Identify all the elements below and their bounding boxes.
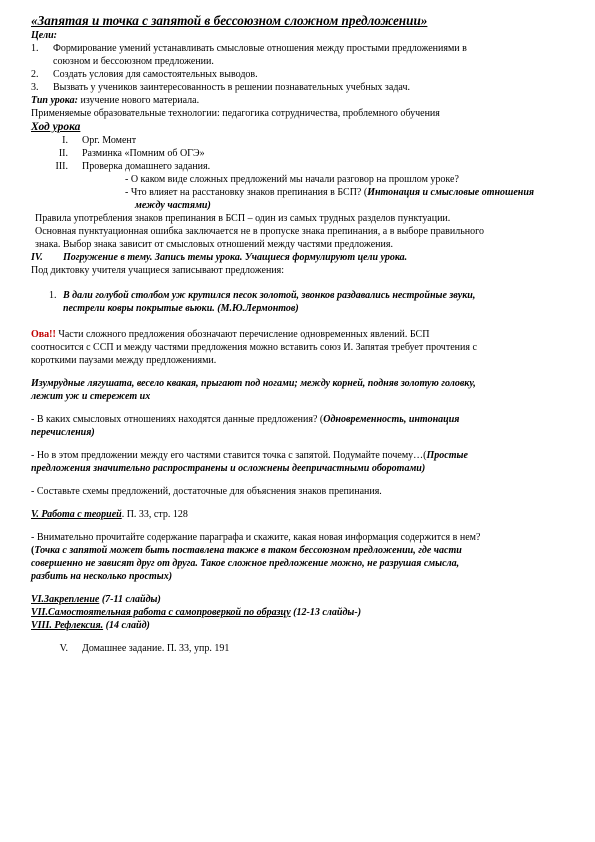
course-item xyxy=(31,147,569,160)
goal-number: 1. xyxy=(31,43,39,54)
document-page xyxy=(31,12,569,655)
course-step-4 xyxy=(31,251,569,264)
example-number: 1. xyxy=(49,290,57,301)
question-semicolon: - Но в этом предложении между его частями ставится точка с запятой. Подумайте почему…(Простые предложения значительно распространены и осложнены деепричастными оборотами) xyxy=(31,450,468,474)
goal-number: 3. xyxy=(31,82,39,93)
goal-item xyxy=(31,42,569,68)
course-item-text: Орг. Момент xyxy=(82,135,137,146)
lesson-type xyxy=(31,94,569,107)
note-label: Ова!! xyxy=(31,329,56,340)
course-item-text: Проверка домашнего задания. xyxy=(82,161,211,172)
homework-answer-cont: между частями) xyxy=(135,200,211,211)
example-sentence-1: 1. В дали голубой столбом уж крутился песок золотой, звонков раздавались нестройные звуки, пестрели ковры покрытые вьюки. (М.Ю.Лермонтов) xyxy=(49,290,476,314)
course-heading: Ход урока xyxy=(31,121,81,133)
goal-item xyxy=(31,68,569,81)
schema-task: - Составьте схемы предложений, достаточные для объяснения знаков препинания. xyxy=(31,486,382,497)
step-theory: V. Работа с теорией. П. 33, стр. 128 xyxy=(31,509,188,520)
step-number: IV. xyxy=(31,252,43,263)
goals-list xyxy=(31,42,569,94)
course-item xyxy=(31,134,569,147)
goal-text: Формирование умений устанавливать смысловые отношения между простыми предложениями в xyxy=(53,43,467,54)
goal-item xyxy=(31,81,569,94)
homework-text: Домашнее задание. П. 33, упр. 191 xyxy=(82,643,230,654)
question-relations: - В каких смысловых отношениях находятся данные предложения? (Одновременность, интонация перечисления) xyxy=(31,414,460,438)
theory-paragraph: - Внимательно прочитайте содержание параграфа и скажите, какая новая информация содержится в нем? (Точка с запятой может быть поставлена также в таком бессоюзном предложении, где части совершенно не зависят друг от друга. Такое сложное предложение можно, не разрушая смысла, разбить на несколько простых) xyxy=(31,532,481,582)
course-item-number: II. xyxy=(58,148,68,159)
homework-question-2: - Что влияет на расстановку знаков препинания в БСП? (Интонация и смысловые отношения xyxy=(125,187,535,198)
goal-text: Создать условия для самостоятельных выводов. xyxy=(53,69,258,80)
lesson-type-label: Тип урока: xyxy=(31,95,78,106)
goal-number: 2. xyxy=(31,69,39,80)
goal-text: Вызвать у учеников заинтересованность в решении познавательных учебных задач. xyxy=(53,82,410,93)
homework-number: V. xyxy=(59,643,68,654)
step-text: Погружение в тему. Запись темы урока. Учащиеся формулируют цели урока. xyxy=(63,252,408,263)
course-item xyxy=(31,160,569,173)
course-item-number: I. xyxy=(62,135,68,146)
example-sentence-2: Изумрудные лягушата, весело квакая, прыгают под ногами; между корней, подняв золотую головку, лежит уж и стережет их xyxy=(31,378,476,402)
page-title: «Запятая и точка с запятой в бессоюзном сложном предложении» xyxy=(31,13,428,28)
note-paragraph: Ова!! Части сложного предложения обозначают перечисление одновременных явлений. БСП соотносится с ССП и между частями предложения можно вставить союз И. Запятая требует прочтения с короткими паузами между предложениями. xyxy=(31,329,477,366)
goals-label: Цели: xyxy=(31,30,57,41)
goal-text: союзном и бессоюзном предложении. xyxy=(53,56,214,67)
step-theory-label: V. Работа с теорией xyxy=(31,509,122,520)
course-item-text: Разминка «Помним об ОГЭ» xyxy=(82,148,205,159)
technologies: Применяемые образовательные технологии: педагогика сотрудничества, проблемного обучения xyxy=(31,108,440,119)
lesson-type-value: изучение нового материала. xyxy=(77,95,200,106)
step-consolidation: VI.Закрепление (7-11 слайды) xyxy=(31,594,161,605)
step-independent-work: VII.Самостоятельная работа с самопроверкой по образцу (12-13 слайды-) xyxy=(31,607,362,618)
rule-paragraph: Правила употребления знаков препинания в БСП – один из самых трудных разделов пунктуации. Основная пунктуационная ошибка заключается не в пропуске знака препинания, а в выборе правильного знака. Выбор знака зависит от смысловых отношений между частями предложения. xyxy=(35,213,485,250)
dictation-intro: Под диктовку учителя учащиеся записывают предложения: xyxy=(31,265,285,276)
step-reflection: VIII. Рефлексия. (14 слайд) xyxy=(31,620,150,631)
course-item-number: III. xyxy=(55,161,68,172)
homework-item xyxy=(31,642,569,655)
homework-question-1: - О каком виде сложных предложений мы начали разговор на прошлом уроке? xyxy=(125,174,459,185)
